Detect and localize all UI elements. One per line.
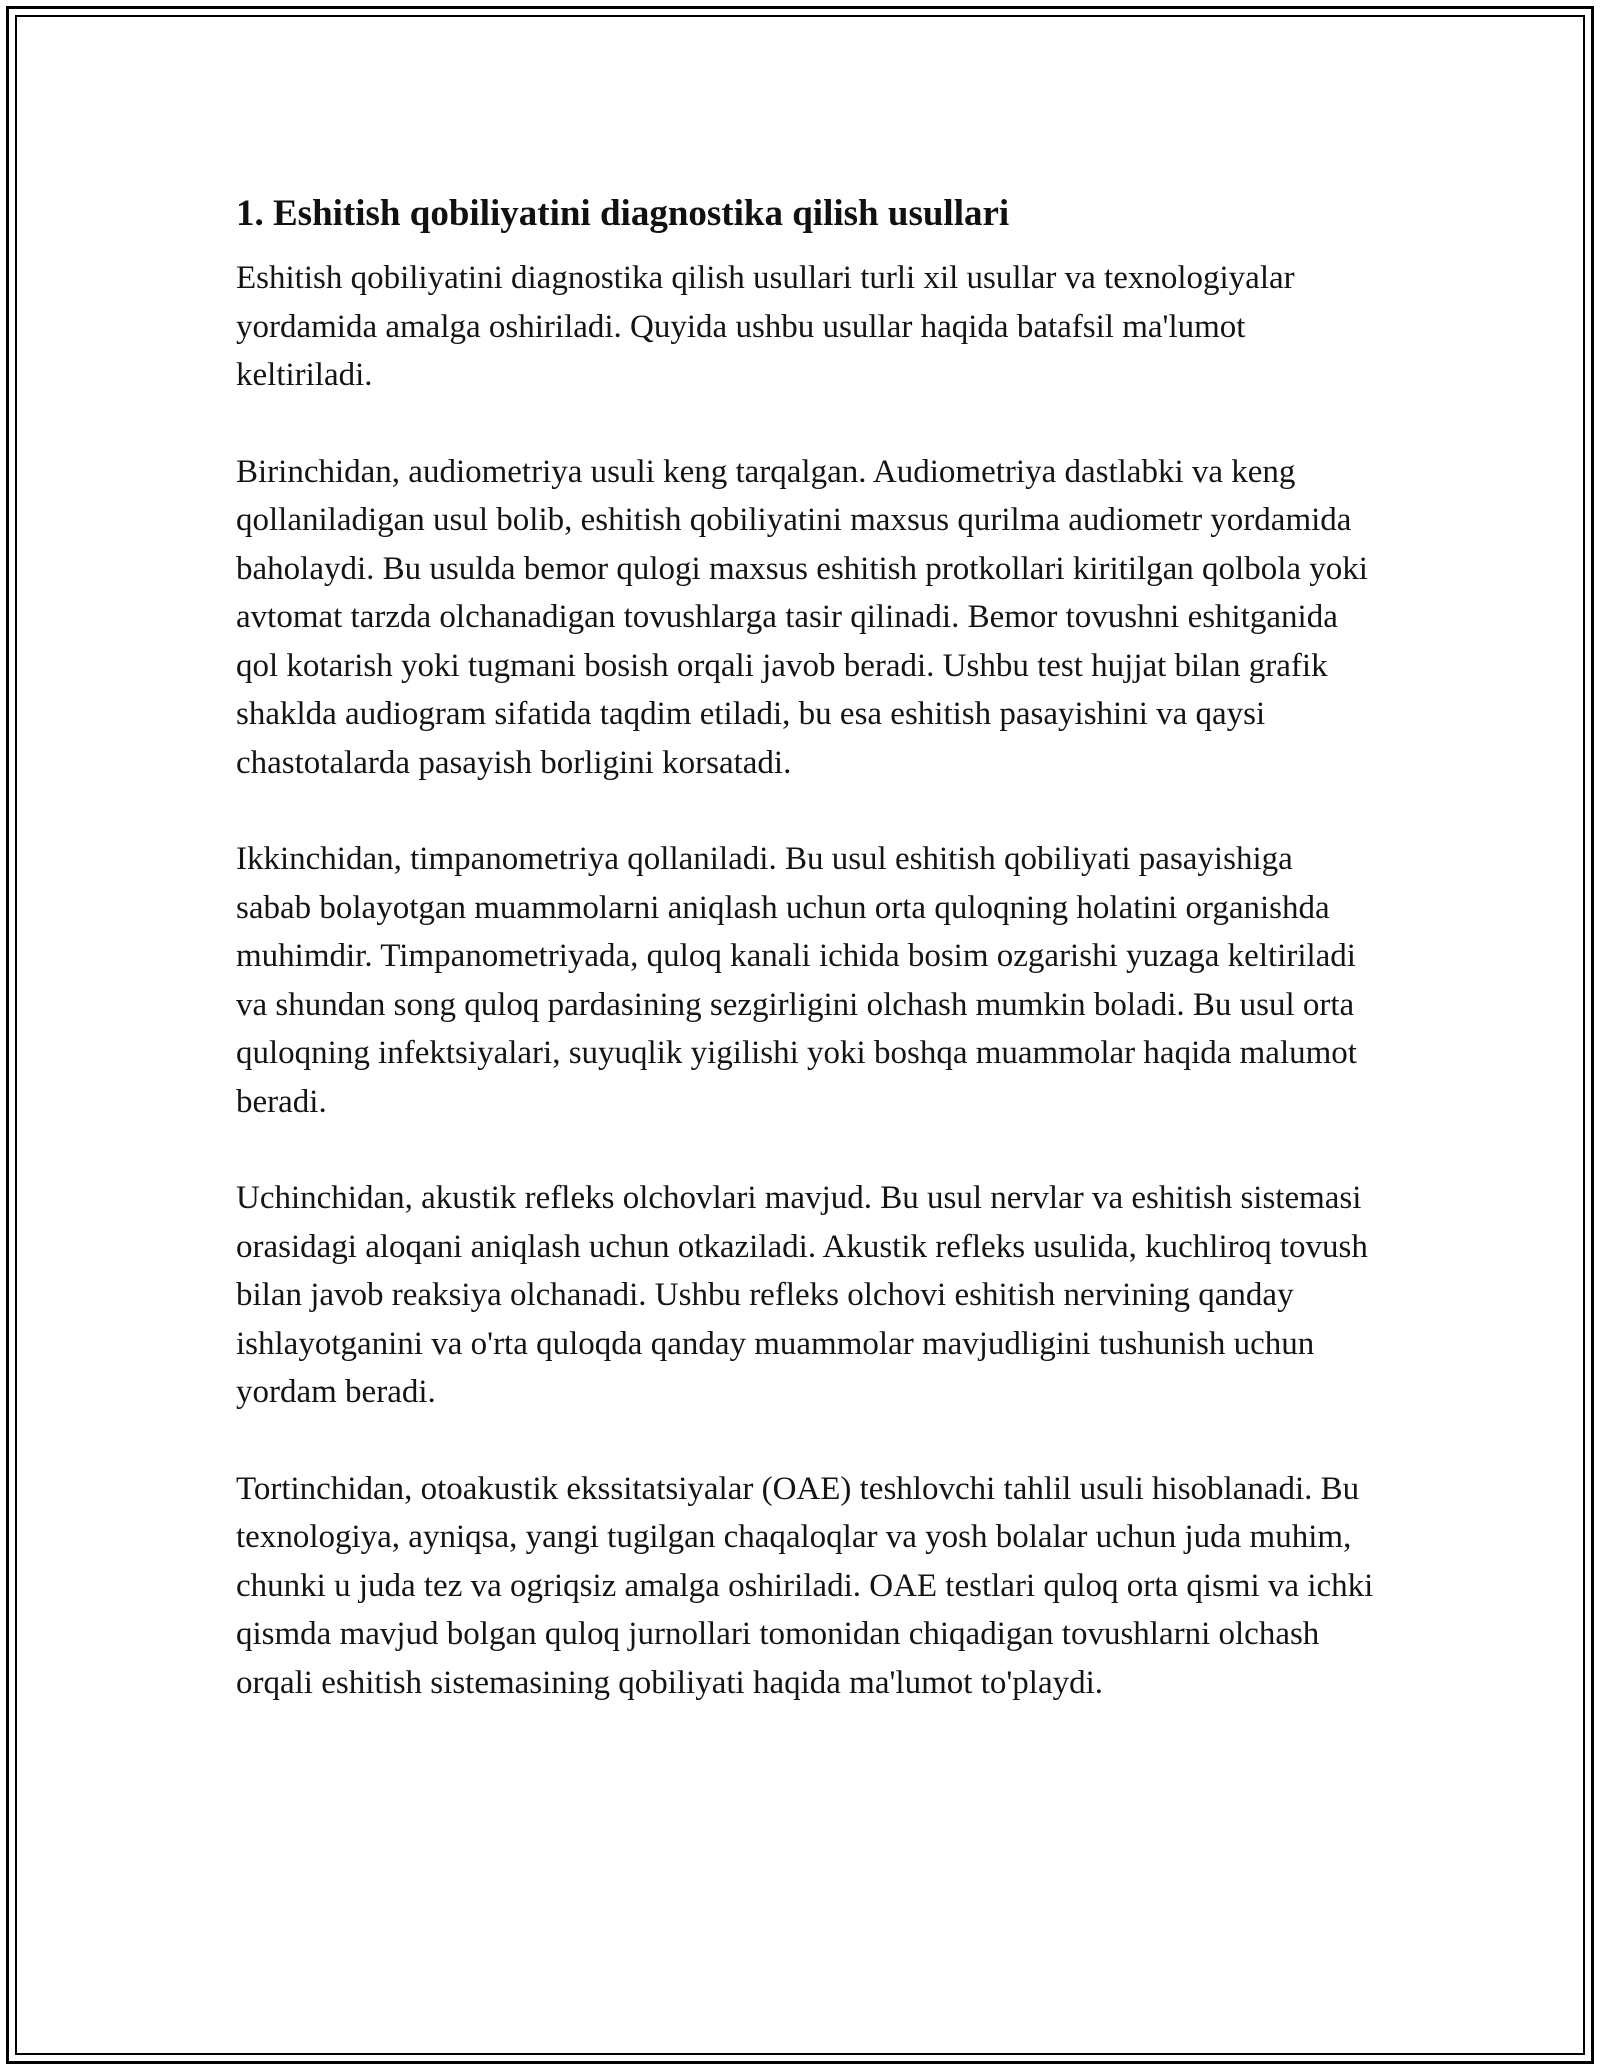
document-body <box>236 186 1376 1755</box>
paragraph-audiometry: Birinchidan, audiometriya usuli keng tarqalgan. Audiometriya dastlabki va keng qollaniladigan usul bolib, eshitish qobiliyatini maxsus qurilma audiometr yordamida baholaydi. Bu usulda bemor qulogi maxsus eshitish protkollari kiritilgan qolbola yoki avtomat tarzda olchanadigan tovushlarga tasir qilinadi. Bemor tovushni eshitganida qol kotarish yoki tugmani bosish orqali javob beradi. Ushbu test hujjat bilan grafik shakldа audiogram sifatida taqdim etiladi, bu esa eshitish pasayishini va qaysi chastotalarda pasayish borligini korsatadi. <box>236 453 1368 781</box>
paragraph-tympanometry: Ikkinchidan, timpanometriya qollaniladi. Bu usul eshitish qobiliyati pasayishiga sabab bolayotgan muammolarni aniqlash uchun orta quloqning holatini organishda muhimdir. Timpanometriyada, quloq kanali ichida bosim ozgarishi yuzaga keltiriladi va shundan song quloq pardasining sezgirligini olchash mumkin boladi. Bu usul orta quloqning infektsiyalari, suyuqlik yigilishi yoki boshqa muammolar haqida malumot beradi. <box>236 841 1357 1120</box>
paragraph-oae: Tortinchidan, otoakustik ekssitatsiyalar (OAE) teshlovchi tahlil usuli hisoblanadi. Bu texnologiya, ayniqsa, yangi tugilgan chaqaloqlar va yosh bolalar uchun juda muhim, chunki u juda tez va ogriqsiz amalga oshiriladi. OAE testlari quloq orta qismi va ichki qismda mavjud bolgan quloq jurnollari tomonidan chiqadigan tovushlarni olchash orqali eshitish sistemasining qobiliyati haqida ma'lumot to'playdi. <box>236 1470 1374 1701</box>
paragraph-intro: Eshitish qobiliyatini diagnostika qilish usullari turli xil usullar va texnologiyalar yordamida amalga oshiriladi. Quyida ushbu usullar haqida batafsil ma'lumot keltiriladi. <box>236 260 1295 393</box>
paragraph-acoustic-reflex: Uchinchidan, akustik refleks olchovlari mavjud. Bu usul nervlar va eshitish sistemasi orasidagi aloqani aniqlash uchun otkaziladi. Akustik refleks usulida, kuchliroq tovush bilan javob reaksiya olchanadi. Ushbu refleks olchovi eshitish nervining qanday ishlayotganini va o'rta quloqda qanday muammolar mavjudligini tushunish uchun yordam beradi. <box>236 1180 1368 1410</box>
section-heading: 1. Eshitish qobiliyatini diagnostika qilish usullari <box>236 193 1010 234</box>
